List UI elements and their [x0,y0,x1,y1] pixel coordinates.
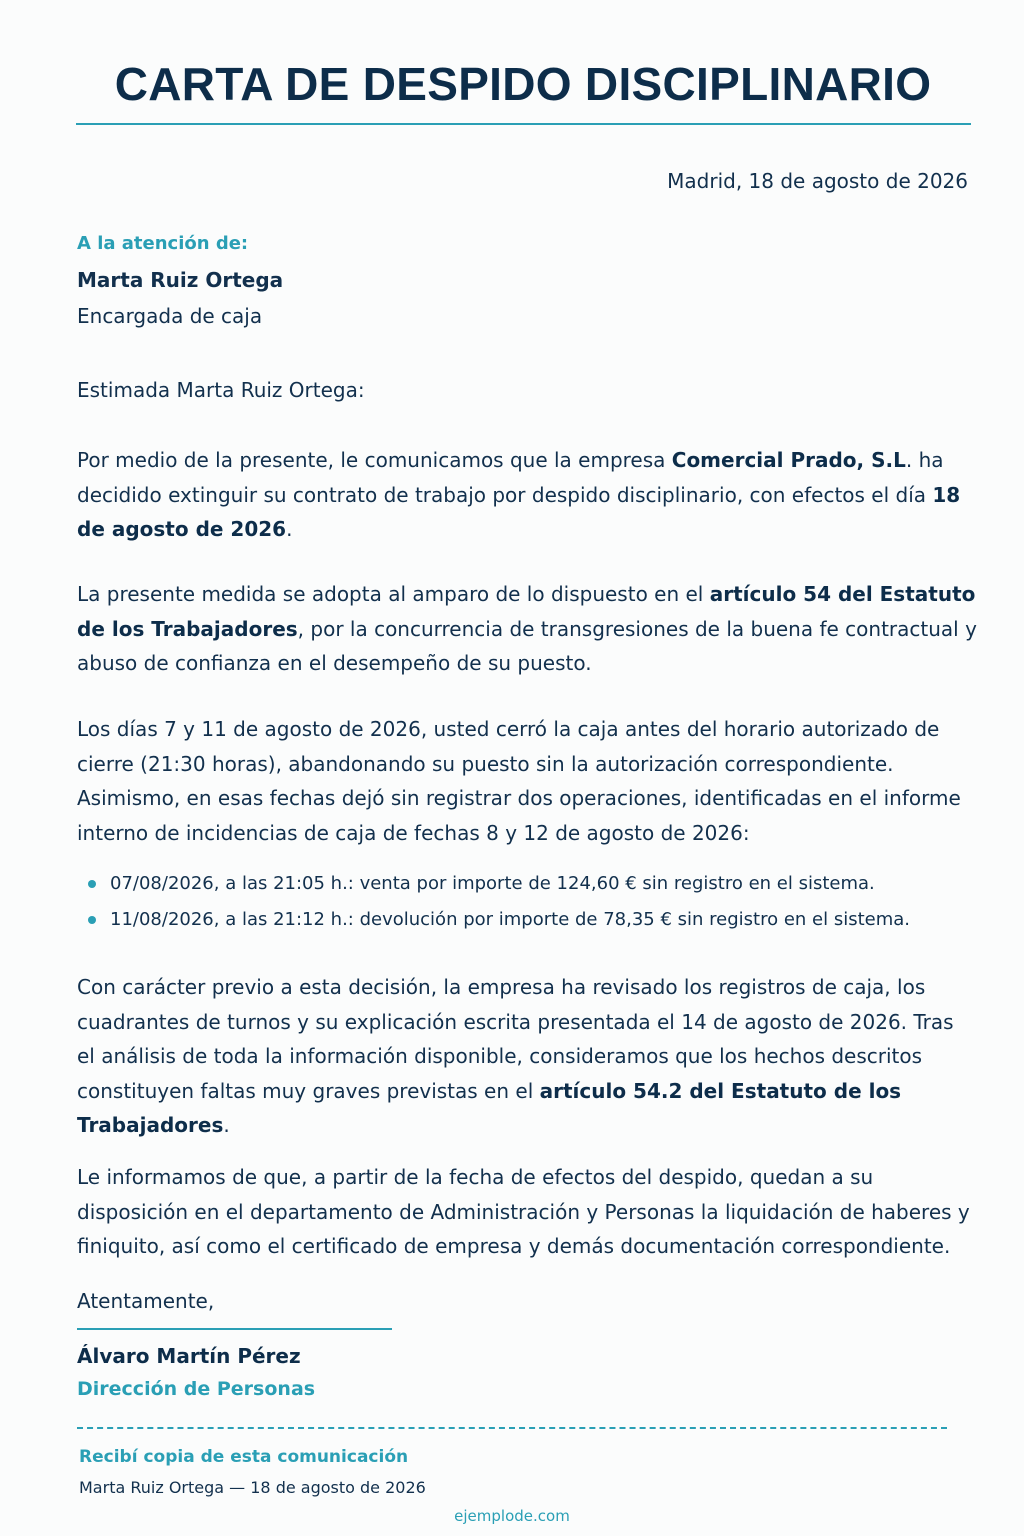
text-segment: . [286,517,293,541]
document-title: CARTA DE DESPIDO DISCIPLINARIO [114,58,932,110]
list-item [84,902,910,938]
paragraph-legal-basis [77,577,977,681]
text-segment: . ha decidido extinguir su contrato de trabajo por despido disciplinario, con efectos el día [77,448,944,507]
legal-reference: artículo 54 del Estatuto de los Trabajadores [77,582,976,641]
attention-label: A la atención de: [77,233,249,254]
incident-list [84,866,910,938]
signer-role: Dirección de Personas [77,1378,316,1400]
incident-text: 11/08/2026, a las 21:12 h.: devolución por importe de 78,35 € sin registro en el sistema. [110,909,910,930]
signature-line [77,1328,392,1330]
text-segment: . [223,1113,230,1137]
effective-date: 18 de agosto de 2026 [77,482,961,541]
text-segment: Con carácter previo a esta decisión, la empresa ha revisado los registros de caja, los cuadrantes de turnos y su explicación escrita presentada el 14 de agosto de 2026. Tras el análisis de toda la información disponible, consideramos que los hechos descritos constituyen faltas muy graves previstas en el [77,975,954,1103]
legal-reference: artículo 54.2 del Estatuto de los Trabajadores [77,1078,902,1137]
paragraph-facts: Los días 7 y 11 de agosto de 2026, usted cerró la caja antes del horario autorizado de cierre (21:30 horas), abandonando su puesto sin la autorización correspondiente. Asimismo, en esas fechas dejó sin registrar dos operaciones, identificadas en el informe interno de incidencias de caja de fechas 8 y 12 de agosto de 2026: [77,717,961,845]
recipient-name: Marta Ruiz Ortega [77,268,284,292]
recipient-role: Encargada de caja [77,304,263,328]
text-segment: Por medio de la presente, le comunicamos que la empresa [77,448,672,472]
paragraph-review [77,970,977,1143]
bullet-dot-icon [88,916,96,924]
dashed-divider [77,1427,947,1429]
closing: Atentamente, [77,1289,215,1313]
company-name: Comercial Prado, S.L [671,448,906,472]
text-segment: La presente medida se adopta al amparo de lo dispuesto en el [77,582,710,606]
paragraph-settlement: Le informamos de que, a partir de la fecha de efectos del despido, quedan a su disposición en el departamento de Administración y Personas la liquidación de haberes y finiquito, así como el certificado de empresa y demás documentación correspondiente. [77,1165,970,1258]
greeting: Estimada Marta Ruiz Ortega: [77,378,365,402]
title-divider [76,123,971,125]
bullet-dot-icon [88,880,96,888]
text-segment: , por la concurrencia de transgresiones de la buena fe contractual y abuso de confianza en el desempeño de su puesto. [77,616,977,675]
incident-text: 07/08/2026, a las 21:05 h.: venta por importe de 124,60 € sin registro en el sistema. [110,873,875,894]
list-item [84,866,910,902]
footer-site: ejemplode.com [454,1507,570,1525]
place-date: Madrid, 18 de agosto de 2026 [667,169,968,193]
signer-name: Álvaro Martín Pérez [77,1344,301,1368]
receipt-detail: Marta Ruiz Ortega — 18 de agosto de 2026 [79,1478,426,1497]
paragraph-notification [77,443,977,547]
receipt-label: Recibí copia de esta comunicación [79,1447,409,1467]
